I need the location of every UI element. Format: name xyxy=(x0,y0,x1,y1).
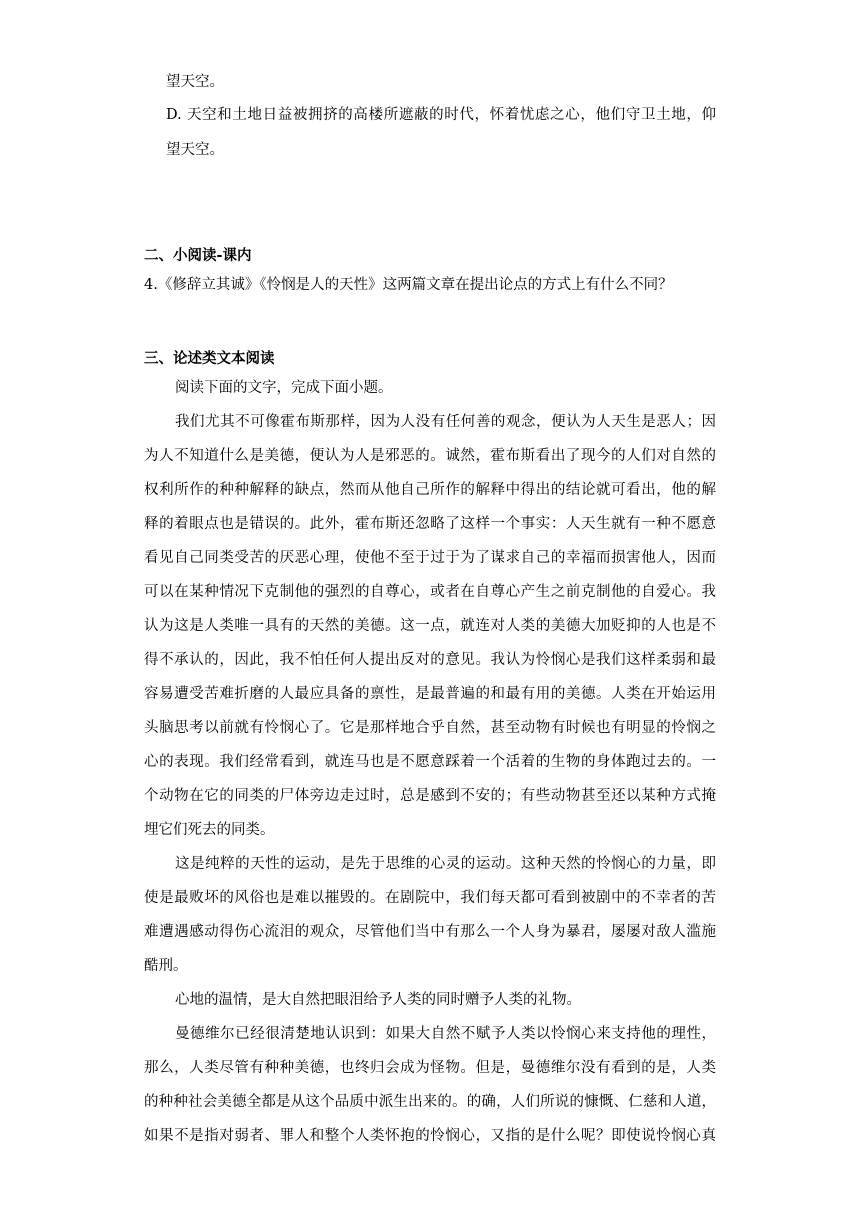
section-heading: 二、小阅读-课内 xyxy=(144,248,252,264)
paragraph-line: 释的着眼点也是错误的。此外，霍布斯还忽略了这样一个事实：人天生就有一种不愿意 xyxy=(144,516,716,532)
option-c-tail: 望天空。 xyxy=(166,74,224,90)
paragraph-line: 使是最败坏的风俗也是难以摧毁的。在剧院中，我们每天都可看到被剧中的不幸者的苦 xyxy=(144,890,716,906)
option-d-line: 望天空。 xyxy=(166,142,224,158)
paragraph-line: 曼德维尔已经很清楚地认识到：如果大自然不赋予人类以怜悯心来支持他的理性， xyxy=(175,1026,716,1042)
instruction-text: 阅读下面的文字，完成下面小题。 xyxy=(175,380,393,396)
paragraph-line: 认为这是人类唯一具有的天然的美德。这一点，就连对人类的美德大加贬抑的人也是不 xyxy=(144,618,716,634)
paragraph-line: 埋它们死去的同类。 xyxy=(144,822,275,838)
paragraph-line: 权利所作的种种解释的缺点，然而从他自己所作的解释中得出的结论就可看出，他的解 xyxy=(144,482,716,498)
question-text: 4.《修辞立其诚》《怜悯是人的天性》这两篇文章在提出论点的方式上有什么不同？ xyxy=(144,277,673,293)
paragraph-line: 容易遭受苦难折磨的人最应具备的禀性，是最普遍的和最有用的美德。人类在开始运用 xyxy=(144,686,716,702)
paragraph-line: 如果不是指对弱者、罪人和整个人类怀抱的怜悯心，又指的是什么呢？即使说怜悯心真 xyxy=(144,1128,716,1144)
paragraph-line: 心的表现。我们经常看到，就连马也是不愿意踩着一个活着的生物的身体跑过去的。一 xyxy=(144,754,716,770)
section-heading: 三、论述类文本阅读 xyxy=(144,351,275,367)
paragraph-line: 得不承认的，因此，我不怕任何人提出反对的意见。我认为怜悯心是我们这样柔弱和最 xyxy=(144,652,716,668)
paragraph-line: 难遭遇感动得伤心流泪的观众，尽管他们当中有那么一个人身为暴君，屡屡对敌人滥施 xyxy=(144,924,716,940)
paragraph-line: 可以在某种情况下克制他的强烈的自尊心，或者在自尊心产生之前克制他的自爱心。我 xyxy=(144,584,716,600)
paragraph-line: 这是纯粹的天性的运动，是先于思维的心灵的运动。这种天然的怜悯心的力量，即 xyxy=(175,856,716,872)
paragraph-line: 酷刑。 xyxy=(144,958,188,974)
paragraph-line: 我们尤其不可像霍布斯那样，因为人没有任何善的观念，便认为人天生是恶人；因 xyxy=(175,414,716,430)
paragraph-line: 看见自己同类受苦的厌恶心理，使他不至于过于为了谋求自己的幸福而损害他人，因而 xyxy=(144,550,716,566)
paragraph-line: 的种种社会美德全都是从这个品质中派生出来的。的确，人们所说的慷慨、仁慈和人道， xyxy=(144,1094,716,1110)
paragraph-line: 个动物在它的同类的尸体旁边走过时，总是感到不安的；有些动物甚至还以某种方式掩 xyxy=(144,788,716,804)
paragraph-line: 头脑思考以前就有怜悯心了。它是那样地合乎自然，甚至动物有时候也有明显的怜悯之 xyxy=(144,720,716,736)
paragraph-line: 心地的温情，是大自然把眼泪给予人类的同时赠予人类的礼物。 xyxy=(175,992,581,1008)
paragraph-line: 那么，人类尽管有种种美德，也终归会成为怪物。但是，曼德维尔没有看到的是，人类 xyxy=(144,1060,716,1076)
option-d-line: D. 天空和土地日益被拥挤的高楼所遮蔽的时代，怀着忧虑之心，他们守卫土地，仰 xyxy=(166,107,716,123)
paragraph-line: 为人不知道什么是美德，便认为人是邪恶的。诚然，霍布斯看出了现今的人们对自然的 xyxy=(144,448,716,464)
